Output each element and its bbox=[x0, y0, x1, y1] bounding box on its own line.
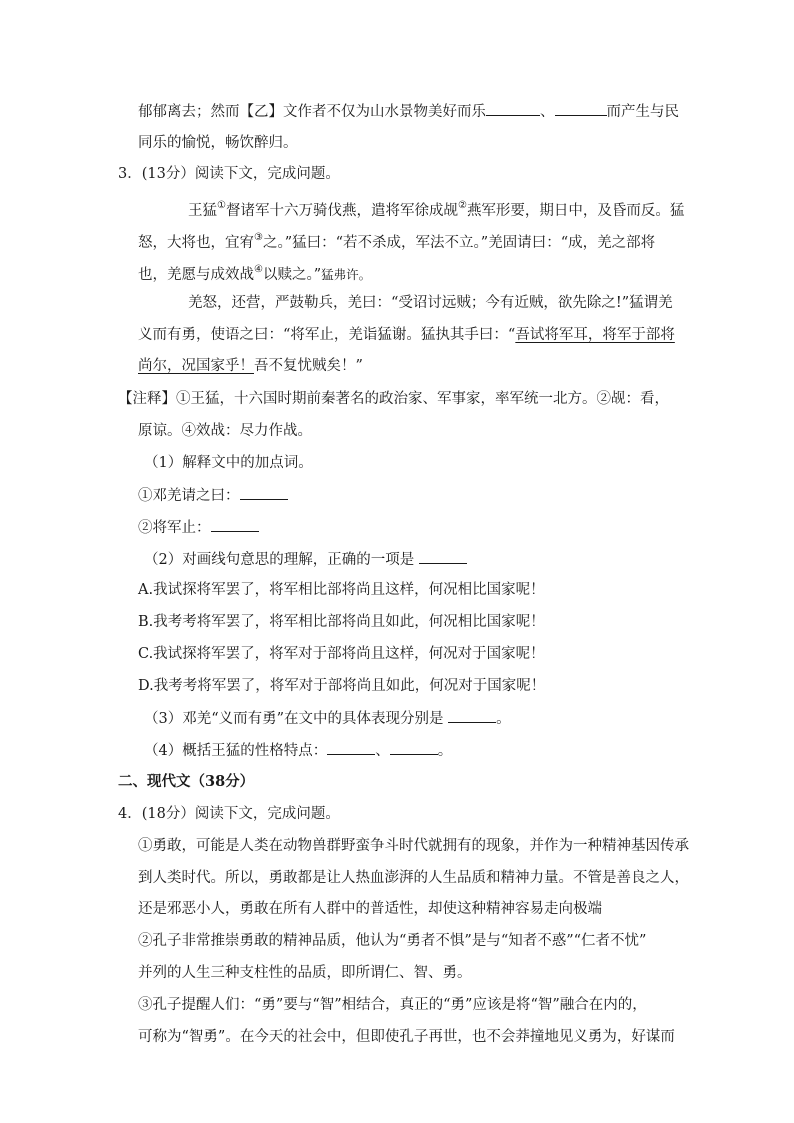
passage-line: 羌怒，还营，严鼓勒兵，羌曰：“受诏讨远贼；今有近贼，欲先除之!”猛谓羌 bbox=[188, 295, 673, 311]
question-3-header: 3．(13分）阅读下文，完成问题。 bbox=[118, 166, 340, 182]
section-heading: 二、现代文（38分） bbox=[118, 773, 255, 790]
passage-line: 尚尔，况国家乎！吾不复忧贼矣！” bbox=[138, 358, 363, 374]
sub-question-4: （4）概括王猛的性格特点： 、 。 bbox=[144, 740, 452, 761]
footnote-marker: ② bbox=[457, 200, 467, 211]
answer-blank[interactable] bbox=[327, 740, 375, 755]
option-b[interactable]: B.我考考将军罢了，将军相比部将尚且如此，何况相比国家呢！ bbox=[138, 614, 545, 630]
text-line: 同乐的愉悦，畅饮醉归。 bbox=[138, 135, 298, 151]
answer-blank[interactable] bbox=[555, 101, 607, 116]
option-a[interactable]: A.我试探将军罢了，将军相比部将尚且这样，何况相比国家呢！ bbox=[138, 582, 545, 598]
sub-question-1b: ②将军止： bbox=[138, 517, 259, 538]
option-c[interactable]: C.我试探将军罢了，将军对于部将尚且这样，何况对于国家呢！ bbox=[138, 646, 545, 662]
answer-blank[interactable] bbox=[390, 740, 438, 755]
sub-question-3: （3）邓羌“义而有勇”在文中的具体表现分别是 。 bbox=[144, 708, 511, 729]
answer-blank[interactable] bbox=[486, 101, 540, 116]
answer-blank[interactable] bbox=[240, 485, 288, 500]
sub-question-1a: ①邓羌请之曰： bbox=[138, 485, 288, 506]
modern-passage-line: 还是邪恶小人，勇敢在所有人群中的普适性，却使这种精神容易走向极端 bbox=[138, 901, 602, 917]
modern-passage-line: ①勇敢，可能是人类在动物兽群野蛮争斗时代就拥有的现象，并作为一种精神基因传承 bbox=[138, 838, 689, 854]
answer-blank[interactable] bbox=[211, 517, 259, 532]
text-line: 郁郁离去；然而【乙】文作者不仅为山水景物美好而乐 、 而产生与民 bbox=[138, 101, 679, 122]
question-4-header: 4．(18分）阅读下文，完成问题。 bbox=[118, 806, 340, 822]
sub-question-2: （2）对画线句意思的理解，正确的一项是 bbox=[144, 549, 467, 570]
answer-blank[interactable] bbox=[448, 708, 496, 723]
footnote-marker: ③ bbox=[254, 232, 263, 243]
underlined-sentence: 吾试将军耳，将军于部将 bbox=[515, 327, 675, 343]
sub-question-1: （1）解释文中的加点词。 bbox=[144, 455, 313, 471]
annotation: 原谅。④效战：尽力作战。 bbox=[138, 423, 312, 439]
modern-passage-line: ③孔子提醒人们：“勇”要与“智”相结合，真正的“勇”应该是将“智”融合在内的， bbox=[138, 997, 647, 1013]
modern-passage-line: 并列的人生三种支柱性的品质，即所谓仁、智、勇。 bbox=[138, 965, 472, 981]
footnote-marker: ① bbox=[217, 200, 226, 211]
modern-passage-line: 到人类时代。所以，勇敢都是让人热血澎湃的人生品质和精神力量。不管是善良之人， bbox=[138, 870, 689, 886]
underlined-sentence: 尚尔，况国家乎！ bbox=[138, 358, 254, 374]
modern-passage-line: ②孔子非常推崇勇敢的精神品质，他认为“勇者不惧”是与“知者不惑”“仁者不忧” bbox=[138, 933, 647, 949]
footnote-marker: ④ bbox=[254, 264, 263, 275]
answer-blank[interactable] bbox=[419, 549, 467, 564]
passage-line: 王猛①督诸军十六万骑伐燕，遣将军徐成觇②燕军形要，期日中，及昏而反。猛 bbox=[188, 200, 685, 219]
passage-line: 义而有勇，使语之曰：“将军止，羌诣猛谢。猛执其手曰：“吾试将军耳，将军于部将 bbox=[138, 327, 675, 343]
annotation: 【注释】①王猛，十六国时期前秦著名的政治家、军事家，率军统一北方。②觇：看， bbox=[118, 391, 669, 407]
modern-passage-line: 可称为“智勇”。在今天的社会中，但即使孔子再世，也不会莽撞地见义勇为，好谋而 bbox=[138, 1029, 675, 1045]
option-d[interactable]: D.我考考将军罢了，将军对于部将尚且如此，何况对于国家呢！ bbox=[138, 678, 546, 694]
passage-line: 怒，大将也，宜宥③之。”猛曰：“若不杀成，军法不立。”羌固请曰：“成，羌之部将 bbox=[138, 232, 656, 251]
passage-line: 也，羌愿与成效战④以赎之。”猛弗许。 bbox=[138, 264, 372, 283]
